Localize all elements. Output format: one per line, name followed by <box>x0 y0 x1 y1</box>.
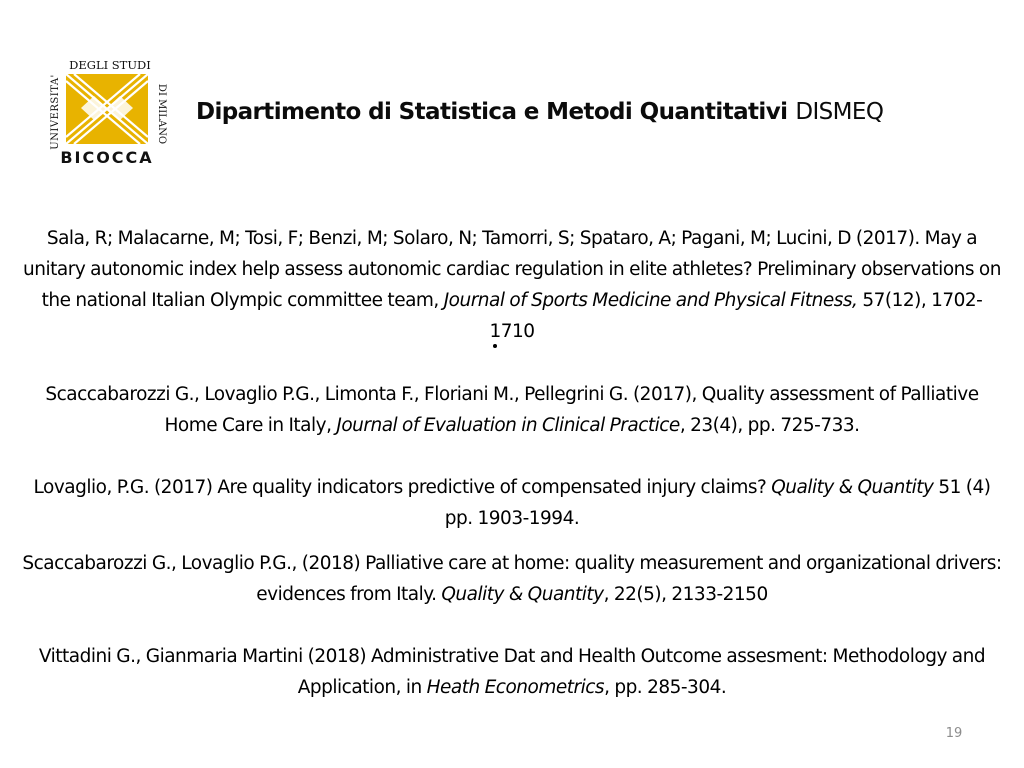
university-logo <box>48 56 168 166</box>
page-number: 19 <box>945 726 963 741</box>
reference-details: , pp. 285-304. <box>604 677 727 698</box>
stray-dot <box>493 344 497 348</box>
svg-text:DEGLI STUDI: DEGLI STUDI <box>69 58 151 72</box>
reference-item <box>20 548 1004 610</box>
department-title <box>196 99 883 125</box>
reference-text: Lovaglio, P.G. (2017) Are quality indicators predictive of compensated injury claims? <box>33 477 772 498</box>
reference-details: 57(12), 1702-1710 <box>489 290 983 342</box>
reference-text: Scaccabarozzi G., Lovaglio P.G., (2018) Palliative care at home: quality measurement and organizational drivers: evidences from Italy. <box>22 553 1002 605</box>
reference-details: , 23(4), pp. 725-733. <box>679 415 860 436</box>
reference-item <box>20 379 1004 441</box>
reference-item <box>20 223 1004 347</box>
reference-journal: Journal of Sports Medicine and Physical Fitness, <box>443 290 858 311</box>
department-name: Dipartimento di Statistica e Metodi Quantitativi <box>196 99 788 125</box>
reference-text: Scaccabarozzi G., Lovaglio P.G., Limonta F., Floriani M., Pellegrini G. (2017), Quality assessment of Palliative Home Care in Italy, <box>45 384 979 436</box>
reference-list <box>20 223 1004 703</box>
svg-text:BICOCCA: BICOCCA <box>60 148 154 166</box>
svg-text:UNIVERSITA': UNIVERSITA' <box>50 74 61 150</box>
reference-journal: Heath Econometrics <box>426 677 605 698</box>
reference-details: , 22(5), 2133-2150 <box>603 584 768 605</box>
department-abbreviation: DISMEQ <box>795 99 884 125</box>
reference-journal: Journal of Evaluation in Clinical Practice <box>336 415 680 436</box>
reference-text: Sala, R; Malacarne, M; Tosi, F; Benzi, M; Solaro, N; Tamorri, S; Spataro, A; Pagani, M; Lucini, D (2017). May a unitary autonomic index help assess autonomic cardiac regulation in elite athletes? Preliminary observations on the national Italian Olympic committee team, <box>23 228 1001 311</box>
reference-item <box>20 472 1004 534</box>
bicocca-logo-icon <box>48 56 168 166</box>
reference-item <box>20 641 1004 703</box>
reference-details: 51 (4) pp. 1903-1994. <box>444 477 991 529</box>
reference-text: Vittadini G., Gianmaria Martini (2018) Administrative Dat and Health Outcome assesment: Methodology and Application, in <box>38 646 986 698</box>
svg-text:DI MILANO: DI MILANO <box>156 83 167 145</box>
reference-journal: Quality & Quantity <box>441 584 604 605</box>
reference-journal: Quality & Quantity <box>771 477 934 498</box>
